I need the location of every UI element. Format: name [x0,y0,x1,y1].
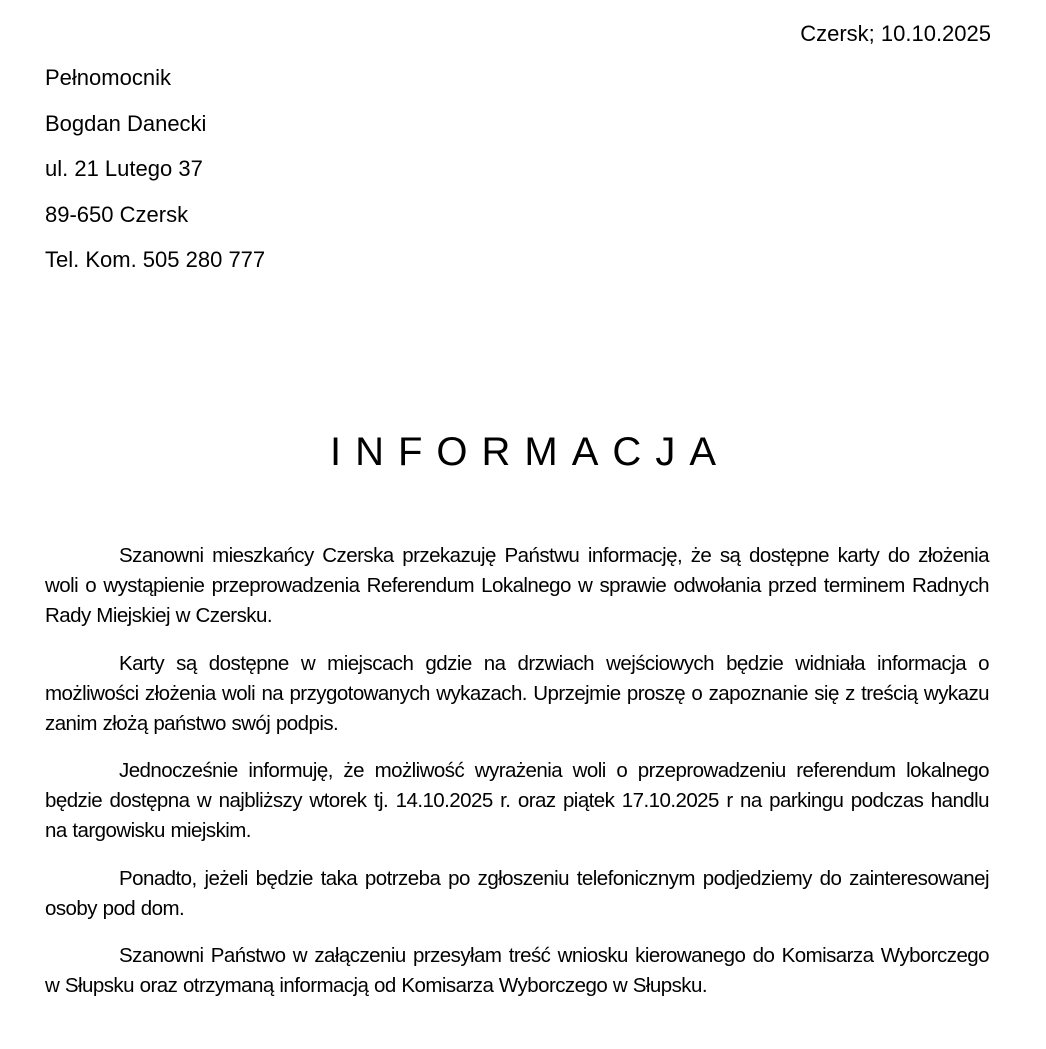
sender-postal-city: 89-650 Czersk [45,201,189,227]
paragraph-market-dates: Jednocześnie informuję, że możliwość wyrażenia woli o przeprowadzeniu referendum lokalnego będzie dostępna w najbliższy wtorek tj. 14.10.2025 r. oraz piątek 17.10.2025 r na parkingu podczas handlu na targowisku miejskim. [45,759,989,842]
paragraph-card-locations: Karty są dostępne w miejscach gdzie na drzwiach wejściowych będzie widniała informacja o możliwości złożenia woli na przygotowanych wykazach. Uprzejmie proszę o zapoznanie się z treścią wykazu zanim złożą państwo swój podpis. [45,651,989,735]
paragraph-attachments: Szanowni Państwo w załączeniu przesyłam treść wniosku kierowanego do Komisarza Wyborczego w Słupsku oraz otrzymaną informacją od Komisarza Wyborczego w Słupsku. [45,944,989,997]
document-title: INFORMACJA [330,430,730,474]
sender-street: ul. 21 Lutego 37 [45,156,203,181]
sender-name: Bogdan Danecki [45,110,207,136]
document-body [45,541,989,1019]
paragraph-home-visit: Ponadto, jeżeli będzie taka potrzeba po zgłoszeniu telefonicznym podjedziemy do zainteresowanej osoby pod dom. [45,866,989,920]
place-and-date: Czersk; 10.10.2025 [800,21,991,46]
paragraph-cards-available: Szanowni mieszkańcy Czerska przekazuję Państwu informację, że są dostępne karty do złożenia woli o wystąpienie przeprowadzenia Referendum Lokalnego w sprawie odwołania przed terminem Radnych Rady Miejskiej w Czersku. [45,544,989,627]
sender-role: Pełnomocnik [45,65,171,90]
sender-block [45,64,265,292]
sender-phone: Tel. Kom. 505 280 777 [45,247,266,272]
